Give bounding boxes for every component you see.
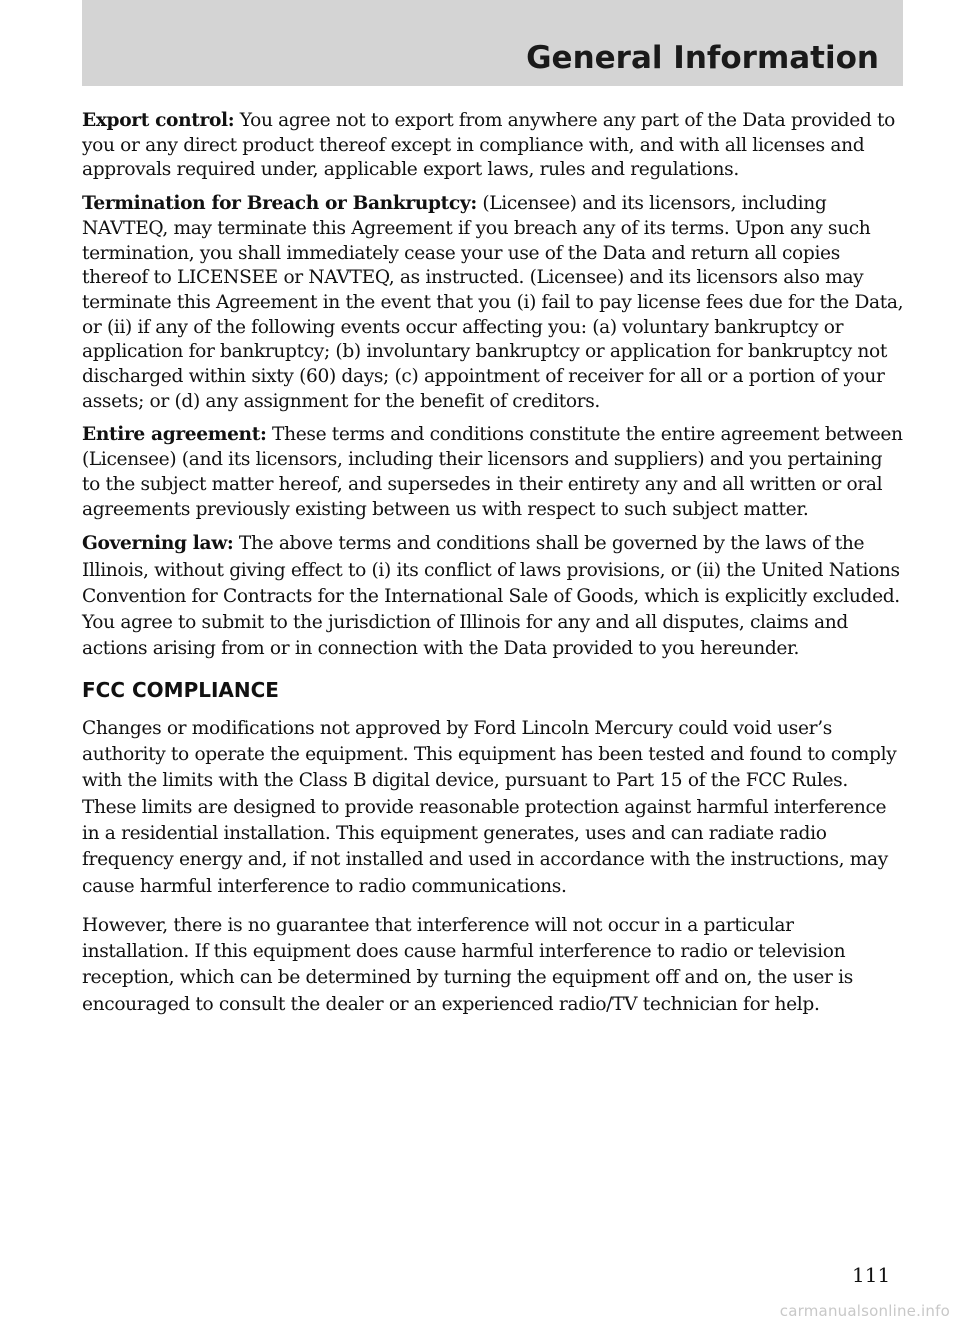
header-band bbox=[82, 0, 903, 86]
paragraph-entire-agreement bbox=[82, 423, 904, 522]
text-termination: (Licensee) and its licensors, including NAVTEQ, may terminate this Agreement if you breach any of its terms. Upon any such termination, you shall immediately cease your use of the Data and return all copies thereof to LICENSEE or NAVTEQ, as instructed. (Licensee) and its licensors also may terminate this Agreement in the event that you (i) fail to pay license fees due for the Data, or (ii) if any of the following events occur affecting you: (a) voluntary bankruptcy or application for bankruptcy; (b) involuntary bankruptcy or application for bankruptcy not discharged within sixty (60) days; (c) appointment of receiver for all or a portion of your assets; or (d) any assignment for the benefit of creditors. bbox=[82, 193, 904, 412]
term-governing-law: Governing law: bbox=[82, 533, 234, 555]
watermark: carmanualsonline.info bbox=[779, 1302, 950, 1320]
text-export-control: You agree not to export from anywhere any part of the Data provided to you or any direct product thereof except in compliance with, and with all licenses and approvals required under, applicable export laws, rules and regulations. bbox=[82, 110, 895, 181]
term-export-control: Export control: bbox=[82, 110, 235, 131]
page-number: 111 bbox=[852, 1263, 891, 1287]
page-content bbox=[82, 109, 904, 1027]
term-entire-agreement: Entire agreement: bbox=[82, 424, 267, 446]
text-entire-agreement: These terms and conditions constitute the entire agreement between (Licensee) (and its licensors, including their licensors and suppliers) and you pertaining to the subject matter hereof, and supersedes in their entirety any and all written or oral agreements previously existing between us with respect to such subject matter. bbox=[82, 424, 903, 520]
term-termination: Termination for Breach or Bankruptcy: bbox=[82, 193, 477, 215]
fcc-paragraph-2: However, there is no guarantee that interference will not occur in a particular installation. If this equipment does cause harmful interference to radio or television reception, which can be determined by turning the equipment off and on, the user is encouraged to consult the dealer or an experienced radio/TV technician for help. bbox=[82, 914, 853, 1015]
paragraph-termination bbox=[82, 192, 904, 414]
paragraph-export-control bbox=[82, 109, 904, 183]
text-governing-law: The above terms and conditions shall be governed by the laws of the Illinois, without giving effect to (i) its conflict of laws provisions, or (ii) the United Nations Convention for Contracts for the International Sale of Goods, which is explicitly excluded. You agree to submit to the jurisdiction of Illinois for any and all disputes, claims and actions arising from or in connection with the Data provided to you hereunder. bbox=[82, 533, 900, 660]
fcc-heading: FCC COMPLIANCE bbox=[82, 677, 279, 702]
fcc-paragraph-1: Changes or modifications not approved by Ford Lincoln Mercury could void user’s authority to operate the equipment. This equipment has been tested and found to comply with the limits with the Class B digital device, pursuant to Part 15 of the FCC Rules. These limits are designed to provide reasonable protection against harmful interference in a residential installation. This equipment generates, uses and can radiate radio frequency energy and, if not installed and used in accordance with the instructions, may cause harmful interference to radio communications. bbox=[82, 717, 897, 897]
paragraph-governing-law bbox=[82, 531, 904, 662]
page-title: General Information bbox=[526, 40, 879, 76]
